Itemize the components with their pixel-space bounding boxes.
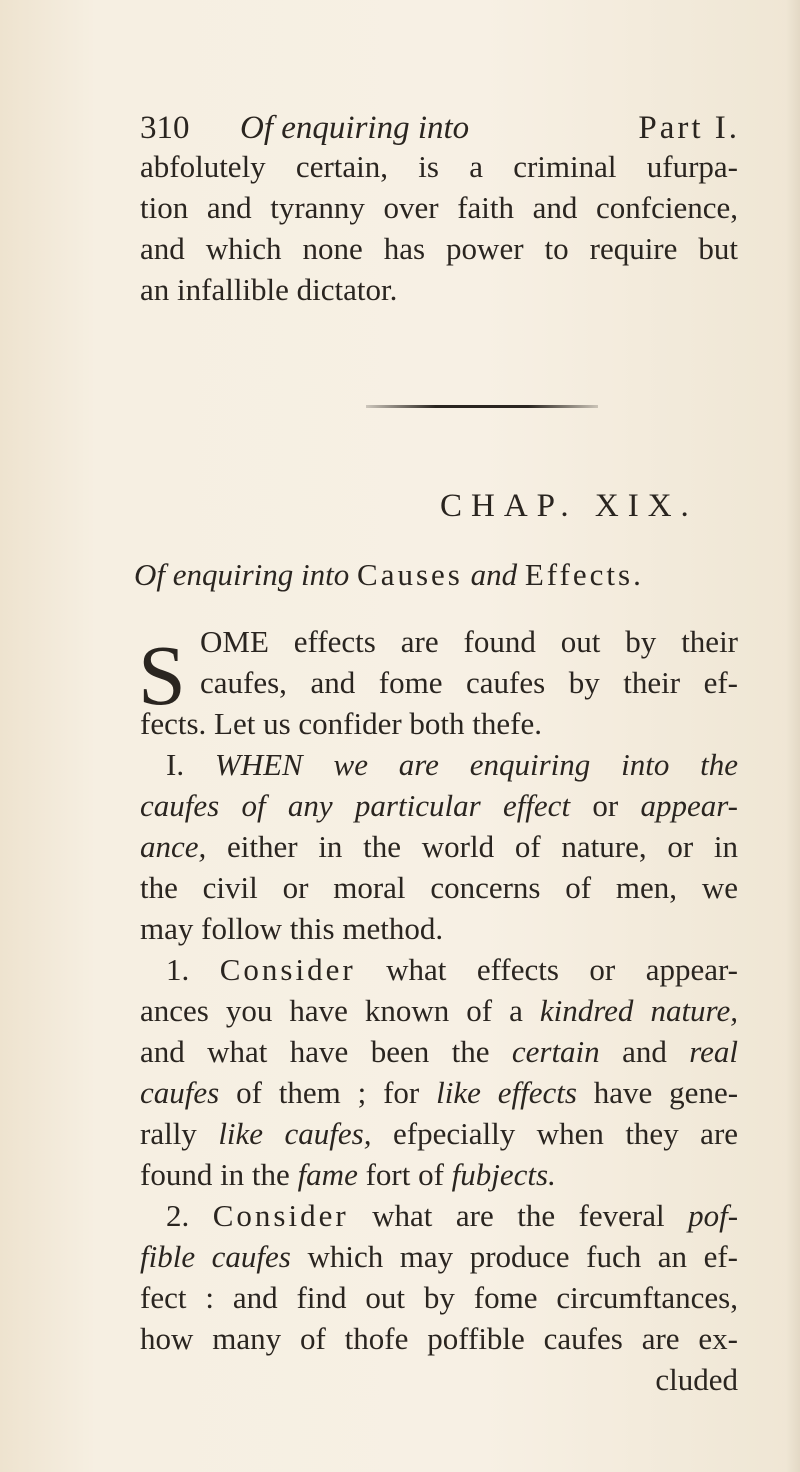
text-line: caufes of them ; for like effects have gene- (140, 1075, 739, 1110)
text-line: an infallible dictator. (140, 272, 398, 307)
text-line: 1. Consider what effects or appear- (166, 952, 739, 987)
section-divider-rule (366, 405, 598, 408)
part-label: Part I. (638, 110, 740, 146)
text-line: caufes, and fome caufes by their ef- (200, 665, 738, 700)
catchword: cluded (655, 1362, 738, 1397)
text-line: tion and tyranny over faith and confcience, (140, 190, 738, 225)
text-line: and which none has power to require but (140, 231, 738, 266)
text-line: rally like caufes, efpecially when they are (140, 1116, 739, 1151)
text-line: and what have been the certain and real (140, 1034, 739, 1069)
text-line: fect : and find out by fome circumftances, (140, 1280, 738, 1315)
text-line: abfolutely certain, is a criminal ufurpa- (140, 149, 738, 184)
text-line: I. WHEN we are enquiring into the (166, 747, 738, 782)
running-title: Of enquiring into (240, 110, 470, 146)
page-number: 310 (140, 110, 190, 146)
chapter-title: Of enquiring into Causes and Effects. (134, 557, 644, 592)
text-line: found in the fame fort of fubjects. (140, 1157, 556, 1192)
text-line: how many of thofe poffible caufes are ex- (140, 1321, 738, 1356)
text-line: the civil or moral concerns of men, we (140, 870, 738, 905)
text-line: OME effects are found out by their (200, 624, 738, 659)
drop-cap: S (138, 627, 186, 723)
page-edge-shadow (786, 0, 800, 1472)
text-line: fible caufes which may produce fuch an ef- (140, 1239, 739, 1274)
text-line: caufes of any particular effect or appear- (140, 788, 739, 823)
chapter-heading: CHAP. XIX. (440, 488, 698, 524)
text-line: ance, either in the world of nature, or in (140, 829, 738, 864)
continuation-paragraph (140, 146, 738, 310)
text-line: 2. Consider what are the feveral pof- (166, 1198, 739, 1233)
text-line: fects. Let us confider both thefe. (140, 706, 542, 741)
text-line: ances you have known of a kindred nature, (140, 993, 738, 1028)
body-text (140, 621, 738, 1400)
text-line: may follow this method. (140, 911, 444, 946)
